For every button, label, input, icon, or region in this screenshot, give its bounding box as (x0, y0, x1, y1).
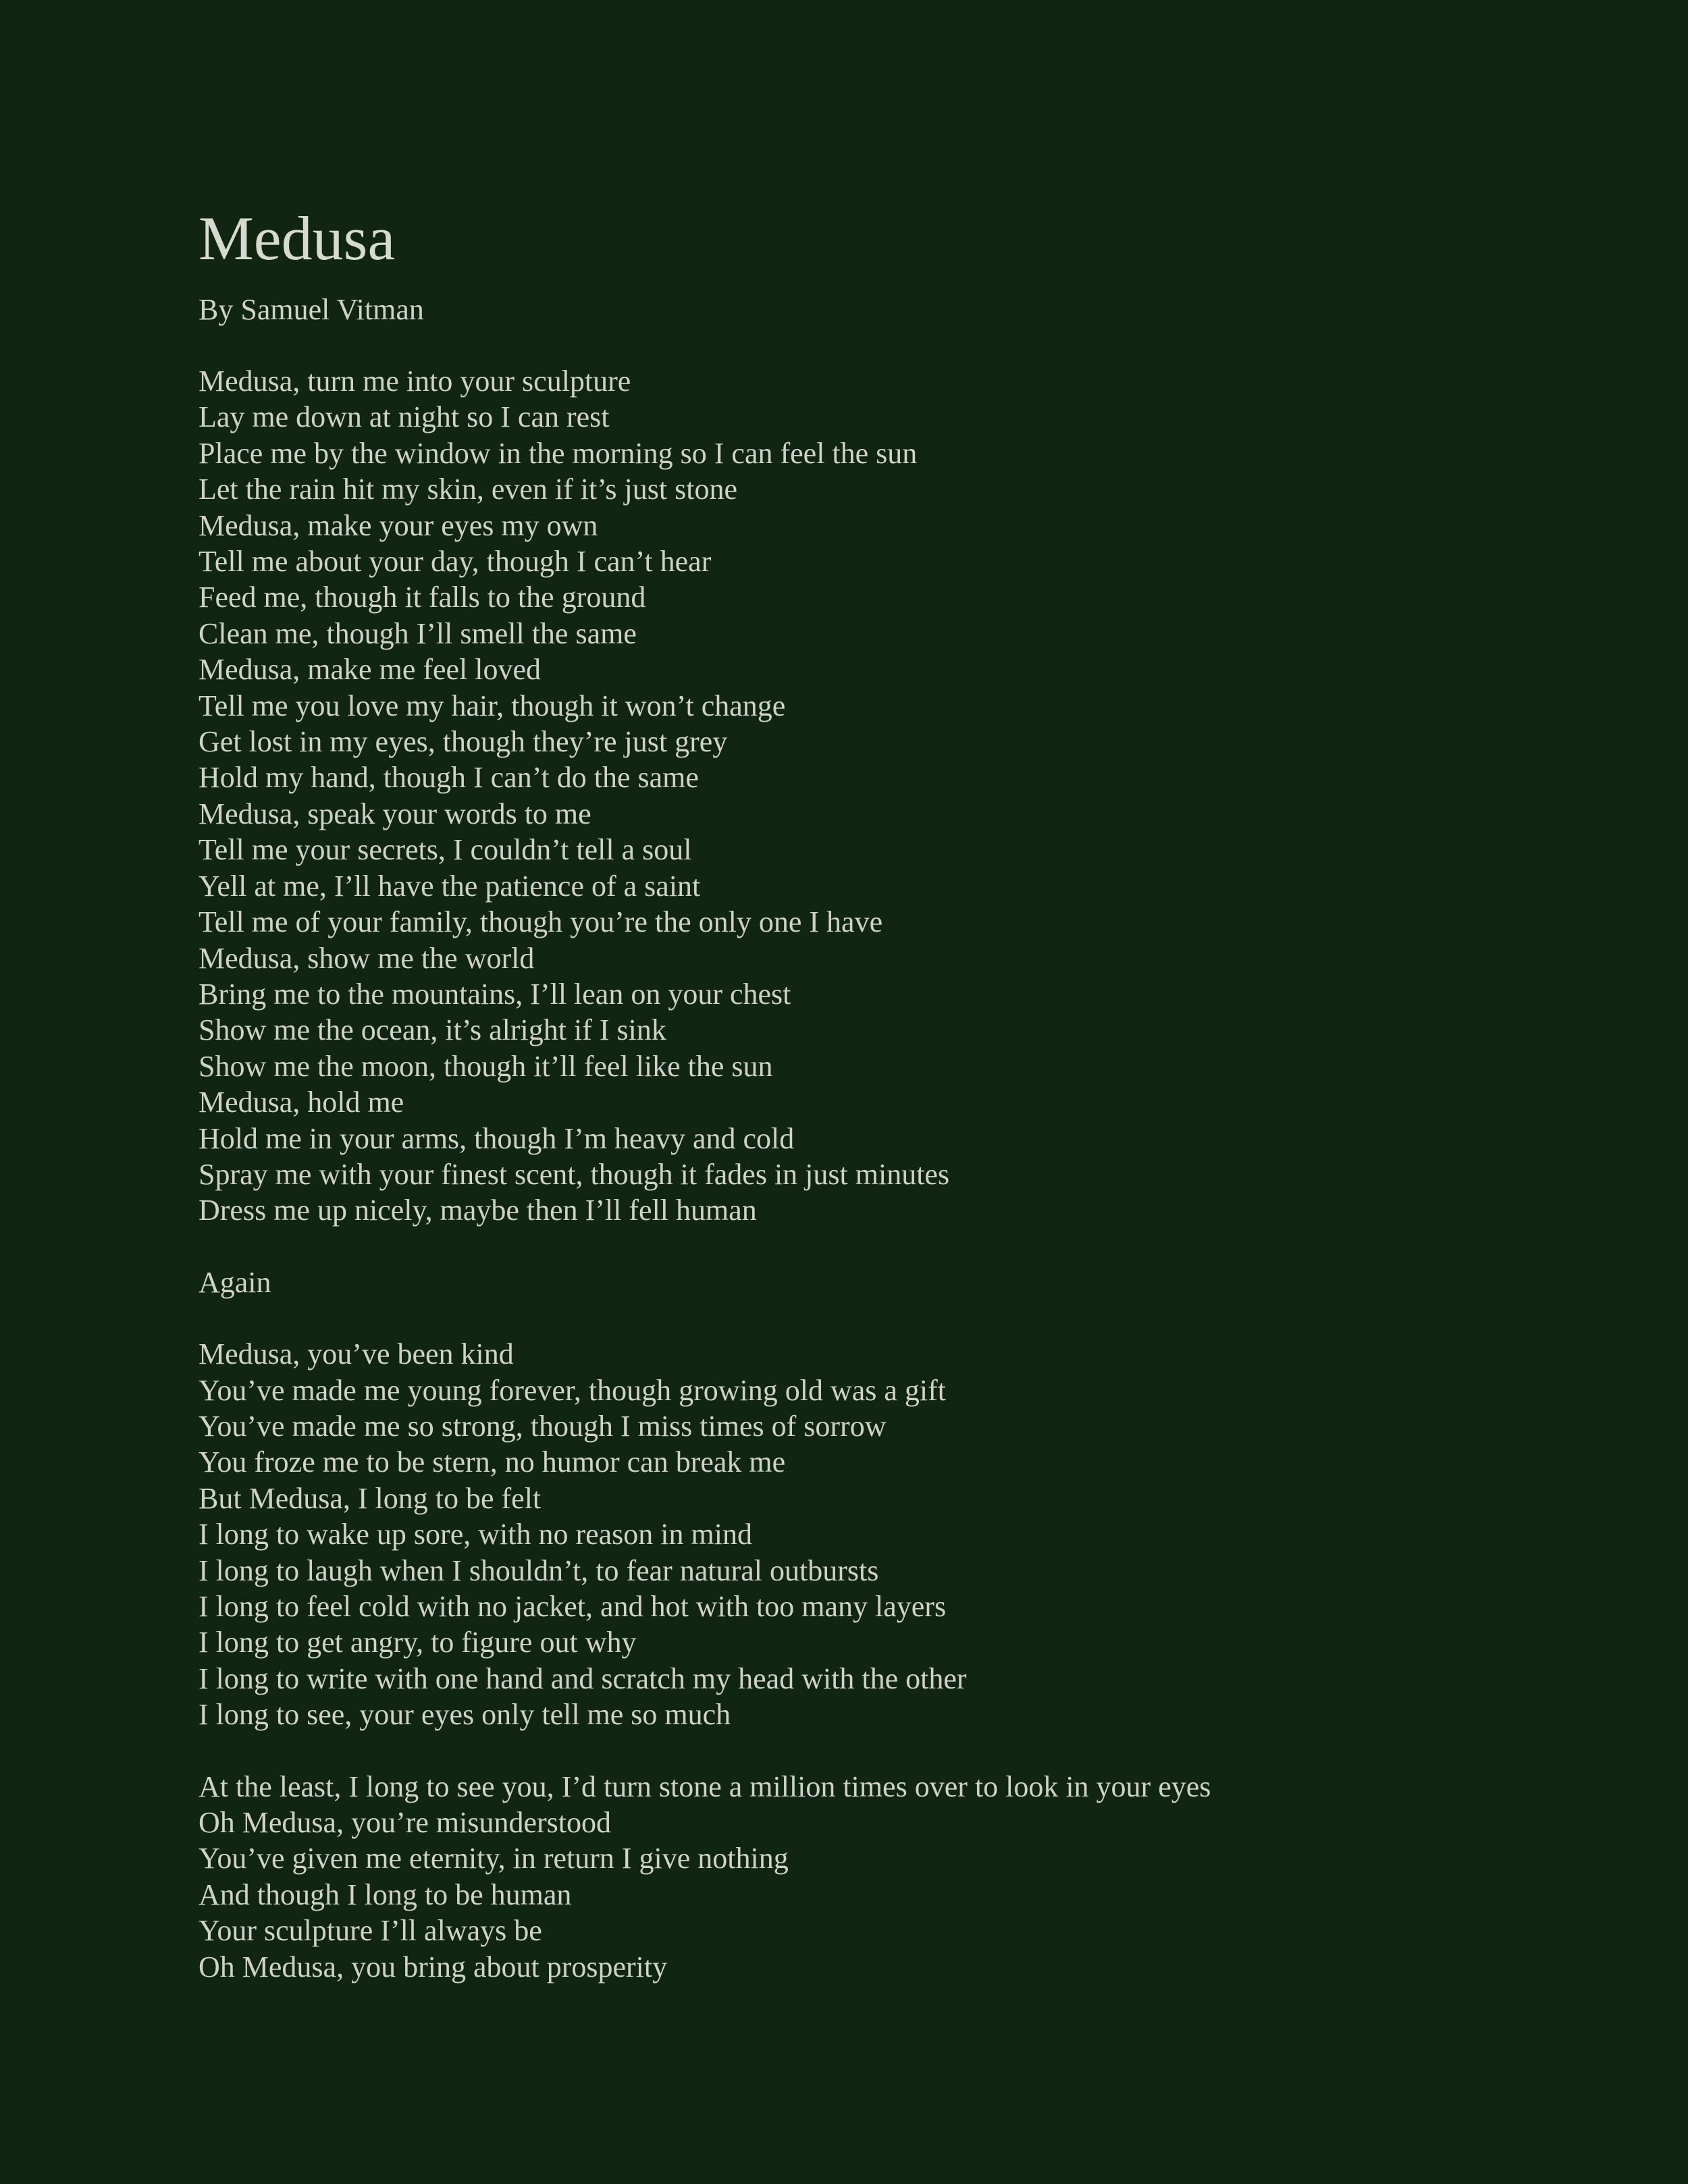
poem-line: Tell me about your day, though I can’t hear (199, 545, 712, 579)
poem-line: I long to write with one hand and scratch my head with the other (199, 1661, 967, 1695)
poem-line: Yell at me, I’ll have the patience of a saint (199, 869, 701, 903)
poem-line: Medusa, speak your words to me (199, 797, 591, 830)
poem-line: Feed me, though it falls to the ground (199, 581, 646, 614)
poem-line: Your sculpture I’ll always be (199, 1914, 542, 1948)
poem-line: But Medusa, I long to be felt (199, 1481, 542, 1515)
poem-line: Medusa, make your eyes my own (199, 508, 598, 542)
poem-line: I long to feel cold with no jacket, and hot with too many layers (199, 1590, 947, 1623)
poem-line: You froze me to be stern, no humor can break me (199, 1445, 786, 1479)
poem-stanza (199, 1769, 1549, 1985)
poem-line: Medusa, show me the world (199, 941, 535, 975)
poem-line: Medusa, you’ve been kind (199, 1337, 514, 1371)
poem-line: I long to laugh when I shouldn’t, to fear natural outbursts (199, 1553, 879, 1587)
poem-line: And though I long to be human (199, 1877, 572, 1911)
poem-line: You’ve made me young forever, though growing old was a gift (199, 1373, 947, 1407)
poem-line: Oh Medusa, you bring about prosperity (199, 1950, 668, 1983)
poem-line: You’ve given me eternity, in return I give nothing (199, 1842, 789, 1875)
poem-line: You’ve made me so strong, though I miss times of sorrow (199, 1409, 887, 1443)
poem-line: At the least, I long to see you, I’d turn stone a million times over to look in your eyes (199, 1769, 1211, 1803)
poem-line: Show me the moon, though it’ll feel like the sun (199, 1049, 773, 1083)
poem-line: Medusa, turn me into your sculpture (199, 365, 631, 398)
poem-title: Medusa (199, 204, 396, 273)
poem-line: Place me by the window in the morning so I can feel the sun (199, 436, 918, 470)
poem-line: Oh Medusa, you’re misunderstood (199, 1806, 612, 1840)
poem-line: Let the rain hit my skin, even if it’s just stone (199, 473, 737, 506)
poem-stanza (199, 1264, 1549, 1300)
poem-line: Tell me of your family, though you’re the only one I have (199, 905, 883, 939)
poem-line: I long to see, your eyes only tell me so much (199, 1698, 731, 1732)
poem-line: Medusa, make me feel loved (199, 653, 542, 687)
poem-body (199, 363, 1549, 1985)
poem-line: Tell me you love my hair, though it won’t change (199, 689, 786, 722)
poem-line: Tell me your secrets, I couldn’t tell a soul (199, 833, 692, 867)
poem-stanza (199, 363, 1549, 1229)
poem-line: Spray me with your finest scent, though it fades in just minutes (199, 1157, 950, 1191)
poem-line: Bring me to the mountains, I’ll lean on your chest (199, 977, 791, 1011)
poem-content (199, 201, 1549, 1985)
poem-line: Clean me, though I’ll smell the same (199, 616, 637, 650)
poem-stanza (199, 1336, 1549, 1732)
poem-line: I long to get angry, to figure out why (199, 1626, 637, 1659)
poem-author: By Samuel Vitman (199, 293, 424, 326)
poem-line: Get lost in my eyes, though they’re just grey (199, 725, 728, 759)
poem-line: Dress me up nicely, maybe then I’ll fell human (199, 1194, 757, 1227)
poem-line: I long to wake up sore, with no reason in mind (199, 1518, 752, 1551)
poem-line: Hold my hand, though I can’t do the same (199, 761, 699, 795)
poem-line: Medusa, hold me (199, 1086, 404, 1119)
poem-line: Lay me down at night so I can rest (199, 400, 610, 434)
poem-line: Again (199, 1265, 271, 1299)
poem-line: Hold me in your arms, though I’m heavy and cold (199, 1121, 795, 1155)
poem-line: Show me the ocean, it’s alright if I sink (199, 1013, 666, 1047)
